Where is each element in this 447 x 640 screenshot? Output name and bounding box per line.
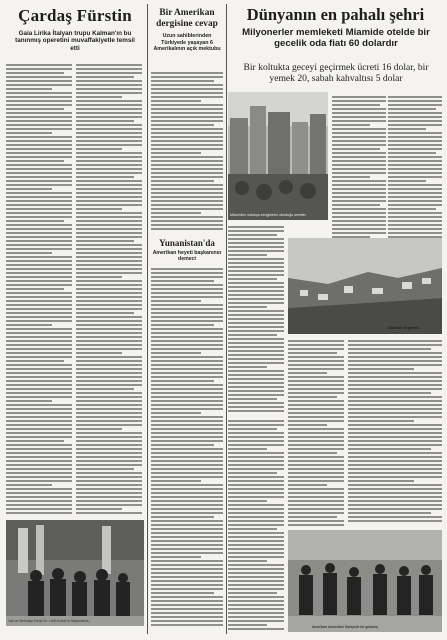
right-photo-aerial: [288, 238, 442, 334]
middle-section2-headline: Yunanistan'da: [159, 238, 215, 248]
aerial-city-photo-icon: [288, 238, 442, 334]
left-subheadline: Gaia Lirika İtalyan trupu Kalman'ın bu tanınmış operetini muvaffakiyetle temsil etti: [15, 30, 135, 52]
middle-body-text: [151, 72, 223, 232]
left-body-text: [6, 64, 72, 516]
right-subheadline-1: Milyonerler memleketi Miamide otelde bir gecelik oda fiatı 60 dolardır: [242, 27, 430, 50]
right-photo2-caption: Miami'de bir gezinti: [388, 326, 419, 330]
middle-subheadline: Uzun sahiblerinden Türkiyede yaşayan 6 Amerikalının açık mektubu: [153, 33, 221, 52]
middle-section2-subheadline: Amerikan heyeti başkanının demeci: [152, 250, 222, 263]
middle-headline: Bir Amerikan dergisine cevap: [156, 8, 218, 29]
right-lower-body-3: [348, 340, 442, 524]
ceremony-photo-icon: [6, 520, 144, 626]
left-photo-caption: Vali ve Belediye Reisi Dr. Lütfi Kırdar'ın İtalyanlarla...: [8, 619, 92, 623]
left-headline: Çardaş Fürstin: [18, 6, 132, 25]
right-photo-skyline: [228, 92, 328, 220]
right-mid-body-left: [228, 226, 284, 414]
column-divider-left: [147, 4, 148, 634]
right-subheadline-2: Bir koltukta geceyi geçirmek ücreti 16 dolar, bir yemek 20, sabah kahvaltısı 5 dolar: [243, 62, 429, 85]
left-article: [6, 0, 144, 640]
left-body-text-2: [76, 64, 142, 516]
middle-article: [150, 0, 224, 640]
right-lower-body-1: [228, 420, 284, 632]
column-divider-mid: [226, 4, 227, 634]
right-photo-sailors: [288, 530, 442, 632]
right-photo1-caption: Miami'den oldukça zenginlerin oturduğu semtler: [230, 213, 306, 217]
city-skyline-photo-icon: [228, 92, 328, 220]
sailors-photo-icon: [288, 530, 442, 632]
right-article: [228, 0, 443, 640]
middle-section2-body: [151, 268, 223, 630]
left-photo: [6, 520, 144, 626]
right-photo3-caption: Amerikan denizcileri Bahçede bir gösteriş: [312, 625, 378, 629]
right-headline: Dünyanın en pahalı şehri: [246, 5, 425, 24]
right-lower-body-2: [288, 340, 344, 528]
